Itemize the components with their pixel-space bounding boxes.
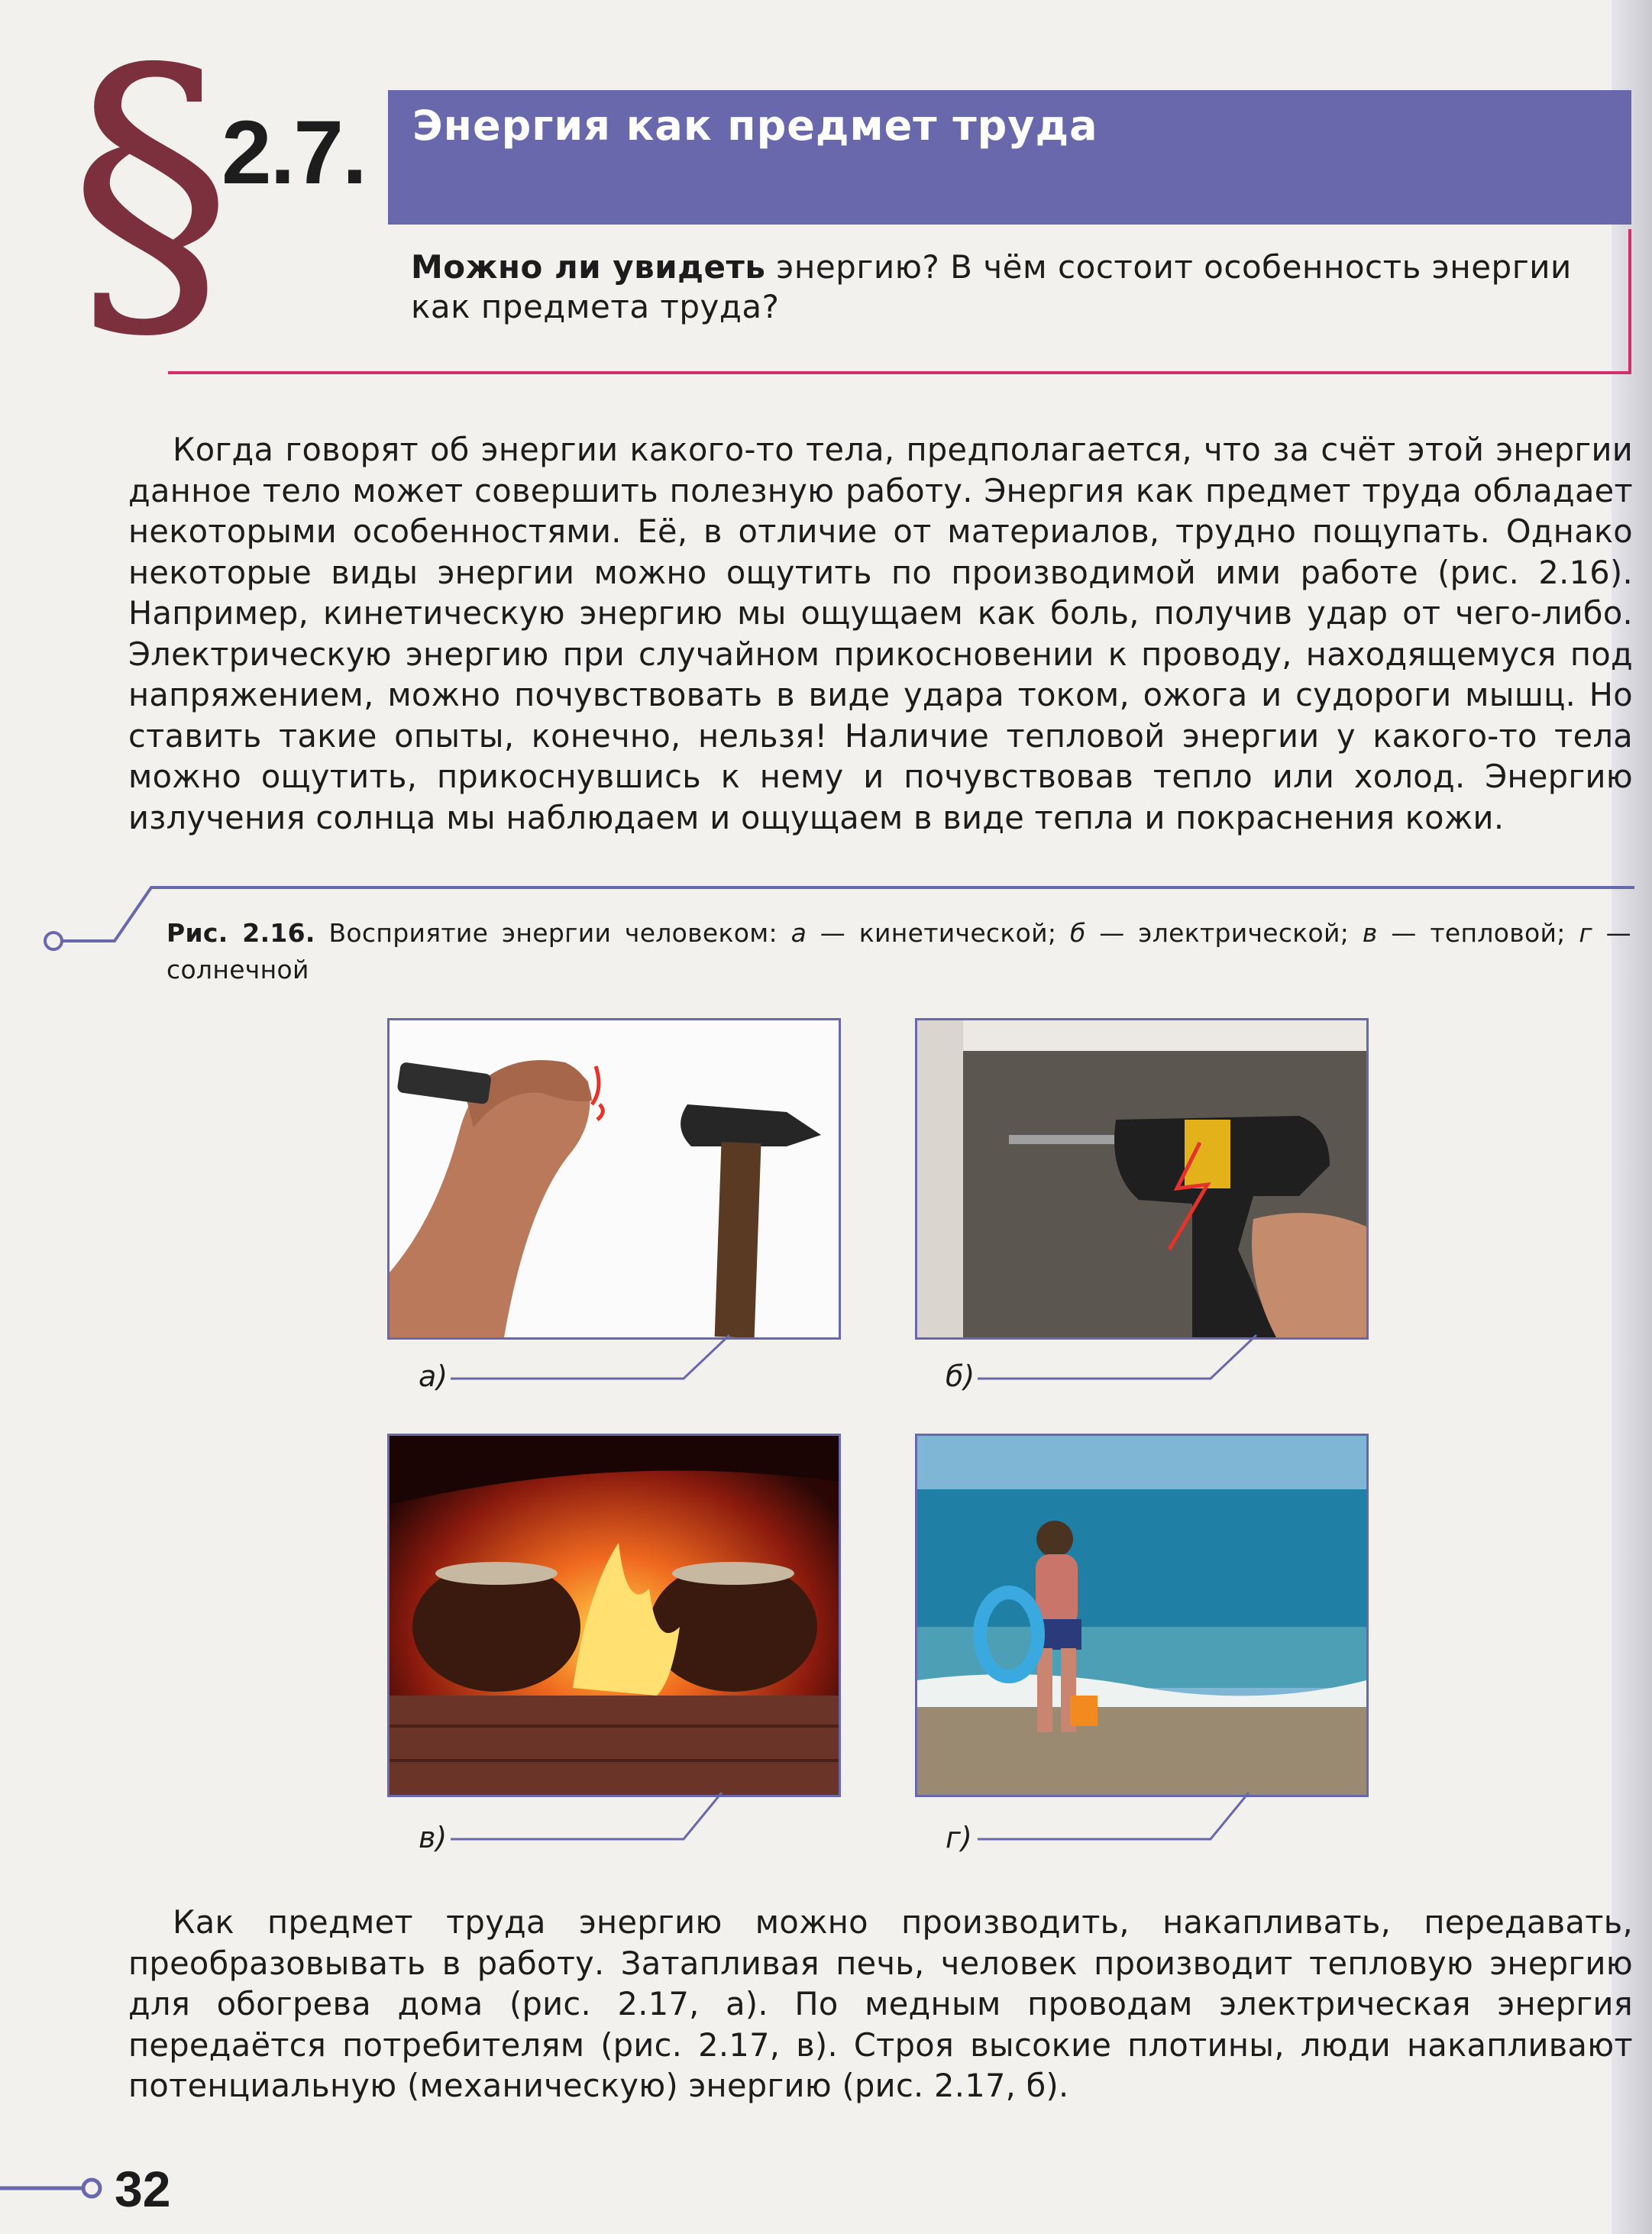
photo-label-v: в) bbox=[419, 1821, 448, 1854]
photo-drill bbox=[915, 1018, 1369, 1340]
photo-label-g: г) bbox=[946, 1821, 972, 1854]
section-title: Энергия как предмет труда bbox=[412, 102, 1098, 150]
question-bold: Можно ли увидеть bbox=[411, 248, 766, 286]
photo-oven-fire bbox=[387, 1434, 841, 1797]
question-rest: энергию? В чём состоит особенность энергии как предмета труда? bbox=[411, 248, 1572, 325]
photo-label-a: а) bbox=[419, 1359, 448, 1393]
caption-label: Рис. 2.16. bbox=[166, 918, 315, 948]
photo-label-b: б) bbox=[946, 1359, 975, 1393]
question-text bbox=[411, 247, 1618, 327]
section-sign: § bbox=[69, 0, 233, 382]
page-number: 32 bbox=[115, 2161, 171, 2217]
section-number: 2.7. bbox=[221, 102, 366, 203]
paragraph-1: Когда говорят об энергии какого-то тела, предполагается, что за счёт этой энергии данное тело может совершить полезную работу. Энергия как предмет труда обладает некоторыми особенностями. Её, в отличие от материалов, трудно пощупать. Однако некоторые виды энергии можно ощутить по производимой ими работе (рис. 2.16). Например, кинетическую энергию мы ощущаем как боль, получив удар от чего-либо. Электрическую энергию при случайном прикосновении к проводу, находящемуся под напряжением, можно почувствовать в виде удара током, ожога и судороги мышц. Но ставить такие опыты, конечно, нельзя! Наличие тепловой энергии у какого-то тела можно ощутить, прикоснувшись к нему и почувствовав тепло или холод. Энергию излучения солнца мы наблюдаем и ощущаем в виде тепла и покраснения кожи. bbox=[128, 431, 1633, 836]
photo-boy-beach bbox=[915, 1434, 1369, 1797]
photo-hammer-hand bbox=[387, 1018, 841, 1340]
figure-caption: Рис. 2.16. Восприятие энергии человеком: а — кинетической; б — электрической; в — тепловой; г — солнечной bbox=[166, 918, 1631, 984]
paragraph-2: Как предмет труда энергию можно производить, накапливать, передавать, преобразовывать в работу. Затапливая печь, человек производит тепловую энергию для обогрева дома (рис. 2.17, а). По медным проводам электрическая энергия передаётся потребителям (рис. 2.17, в). Строя высокие плотины, люди накапливают потенциальную (механическую) энергию (рис. 2.17, б). bbox=[128, 1903, 1633, 2104]
